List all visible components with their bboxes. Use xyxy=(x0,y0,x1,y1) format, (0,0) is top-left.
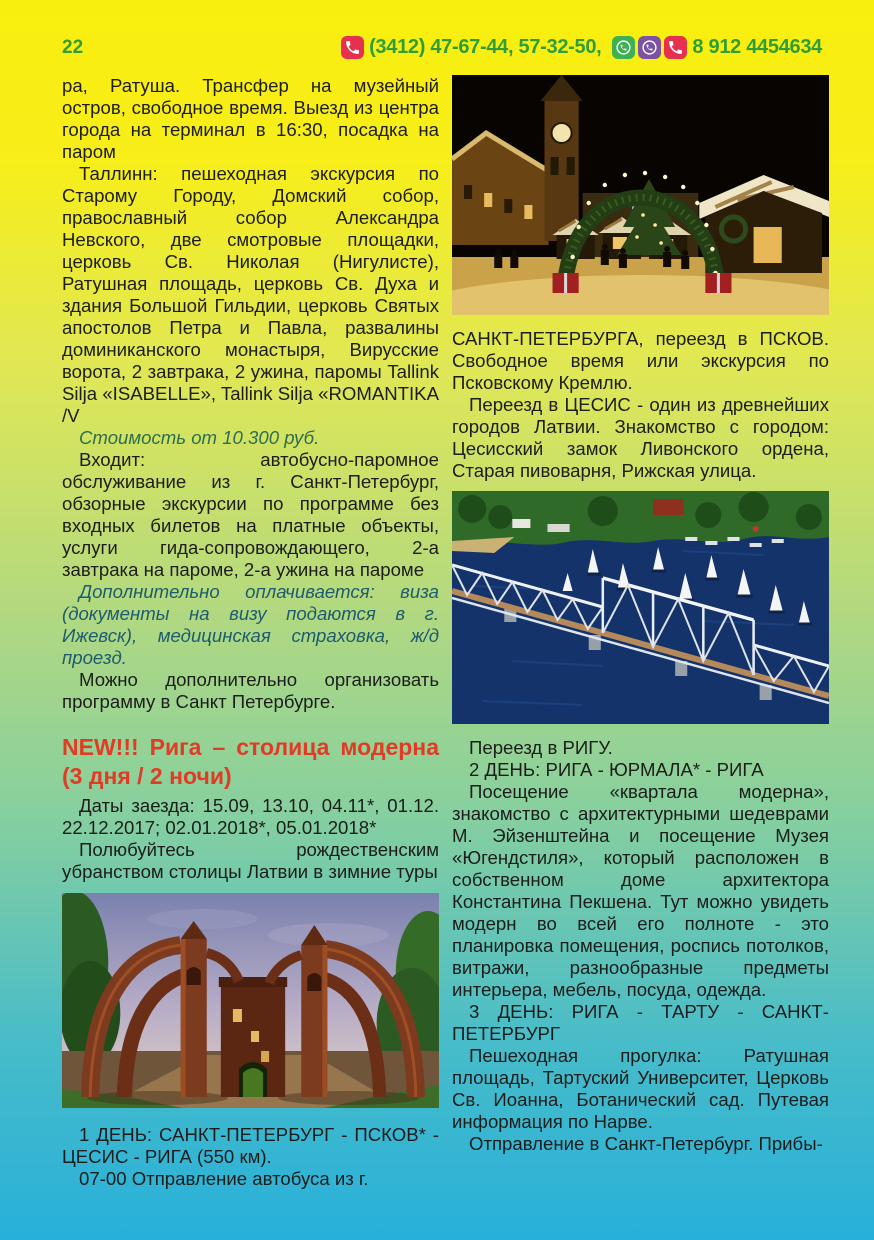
bridge-illustration xyxy=(452,491,829,724)
left-column xyxy=(62,75,439,1190)
paragraph-admire: Полюбуйтесь рождественским убранством столицы Латвии в зимние туры xyxy=(62,839,439,882)
viber-icon xyxy=(638,36,661,59)
paragraph-to-riga: Переезд в РИГУ. xyxy=(469,737,613,758)
paragraph-option: Можно дополнительно организовать программу в Санкт Петербурге. xyxy=(62,669,439,712)
paragraph-pskov: САНКТ-ПЕТЕРБУРГА, переезд в ПСКОВ. Свободное время или экскурсия по Псковскому Кремлю. xyxy=(452,328,829,393)
ruins-illustration xyxy=(62,893,439,1108)
paragraph-art-nouveau: Посещение «квартала модерна», знакомство с архитектурными шедеврами М. Эйзенштейна и посещение Музея «Югендстиля», который расположен в собственном доме архитектора Константина Пекшена. Тут можно увидеть модерн во всей его полноте - это планировка помещения, роспись потолков, витражи, разнообразные предметы интерьера, мебель, посуда, одежда. xyxy=(452,781,829,1000)
phone-mobile-number: 8 912 4454634 xyxy=(692,36,822,58)
market-illustration xyxy=(452,75,829,315)
tour-heading-riga: NEW!!! Рига – столица модерна (3 дня / 2 ночи) xyxy=(62,734,439,789)
page-header xyxy=(62,36,822,59)
page-number: 22 xyxy=(62,36,84,58)
paragraph-departure: 07-00 Отправление автобуса из г. xyxy=(79,1168,369,1189)
whatsapp-icon xyxy=(612,36,635,59)
paragraph-return: Отправление в Санкт-Петербург. Прибы- xyxy=(469,1133,823,1154)
paragraph-transfer: ра, Ратуша. Трансфер на музейный остров, свободное время. Выезд из центра города на терминал в 16:30, посадка на паром xyxy=(62,75,439,162)
messenger-icons xyxy=(612,36,687,59)
paragraph-day2: 2 ДЕНЬ: РИГА - ЮРМАЛА* - РИГА xyxy=(469,759,764,780)
paragraph-day1: 1 ДЕНЬ: САНКТ-ПЕТЕРБУРГ - ПСКОВ* - ЦЕСИС - РИГА (550 км). xyxy=(62,1124,439,1167)
paragraph-day3: 3 ДЕНЬ: РИГА - ТАРТУ - САНКТ-ПЕТЕРБУРГ xyxy=(452,1001,829,1044)
contact-phones xyxy=(341,36,822,59)
photo-bridge-river xyxy=(452,491,829,724)
paragraph-included: Входит: автобусно-паромное обслуживание из г. Санкт-Петербург, обзорные экскурсии по программе без входных билетов на платные объекты, услуги гида-сопровождающего, 2-а завтрака на пароме, 2-а ужина на пароме xyxy=(62,449,439,580)
phone-icon-2 xyxy=(664,36,687,59)
right-column xyxy=(452,75,829,1155)
paragraph-cesis: Переезд в ЦЕСИС - один из древнейших городов Латвии. Знакомство с городом: Цесисский замок Ливонского ордена, Старая пивоварня, Рижская улица. xyxy=(452,394,829,481)
paragraph-dates: Даты заезда: 15.09, 13.10, 04.11*, 01.12. 22.12.2017; 02.01.2018*, 05.01.2018* xyxy=(62,795,439,838)
paragraph-price: Стоимость от 10.300 руб. xyxy=(79,427,320,448)
paragraph-tartu-walk: Пешеходная прогулка: Ратушная площадь, Тартуский Университет, Церковь Св. Иоанна, Ботанический сад. Путевая информация по Нарве. xyxy=(452,1045,829,1132)
phone-main-number: (3412) 47-67-44, 57-32-50, xyxy=(369,36,602,58)
photo-cathedral-ruins xyxy=(62,893,439,1108)
phone-icon xyxy=(341,36,364,59)
paragraph-extra-payment: Дополнительно оплачивается: виза (документы на визу подаются в г. Ижевск), медицинская страховка, ж/д проезд. xyxy=(62,581,439,668)
paragraph-tallinn-tour: Таллинн: пешеходная экскурсия по Старому Городу, Домский собор, православный собор Александра Невского, две смотровые площадки, церковь Св. Николая (Нигулисте), Ратушная площадь, церковь Св. Духа и здания Большой Гильдии, церковь Святых апостолов Петра и Павла, развалины доминиканского монастыря, Вирусские ворота, 2 завтрака, 2 ужина, паромы Tallink Silja «ISABELLE», Tallink Silja «ROMANTIKA /V xyxy=(62,163,439,426)
photo-christmas-market xyxy=(452,75,829,315)
